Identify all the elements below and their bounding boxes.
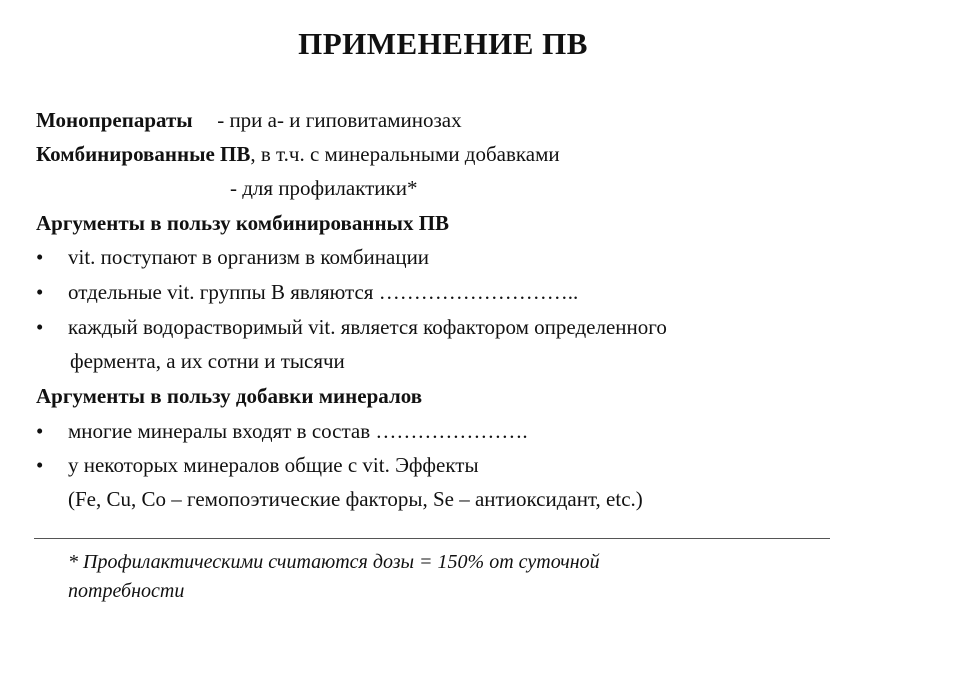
footnote-line-1: * Профилактическими считаются дозы = 150% от суточной [68,551,600,573]
mono-label: Монопрепараты [36,108,193,132]
combo-text: , в т.ч. с минеральными добавками [250,142,560,166]
slide-title: ПРИМЕНЕНИЕ ПВ [298,26,588,61]
combo-bullet-1: vit. поступают в организм в комбинации [68,245,430,269]
combo-bullet-3: каждый водорастворимый vit. является кофактором определенного [68,315,667,339]
mineral-bullet-2-continued: (Fe, Cu, Co – гемопоэтические факторы, Se – антиоксидант, etc.) [68,487,643,511]
combo-line [36,142,560,166]
args-minerals-heading: Аргументы в пользу добавки минералов [36,384,423,408]
mono-text: - при а- и гиповитаминозах [217,108,462,132]
combo-bullet-3-continued: фермента, а их сотни и тысячи [70,349,345,373]
combo-purpose: - для профилактики* [230,176,418,200]
bullet-icon: • [36,453,44,477]
mineral-bullet-1: многие минералы входят в состав …………………. [68,419,528,443]
combo-bullet-2: отдельные vit. группы В являются ……………………….. [68,280,579,304]
footnote-divider [34,538,830,539]
mono-line [36,108,462,132]
args-combo-heading: Аргументы в пользу комбинированных ПВ [36,211,450,235]
footnote-line-2: потребности [68,580,185,602]
bullet-icon: • [36,315,44,339]
bullet-icon: • [36,280,44,304]
bullet-icon: • [36,245,44,269]
bullet-icon: • [36,419,44,443]
mineral-bullet-2: у некоторых минералов общие с vit. Эффекты [68,453,479,477]
combo-label: Комбинированные ПВ [36,142,251,166]
